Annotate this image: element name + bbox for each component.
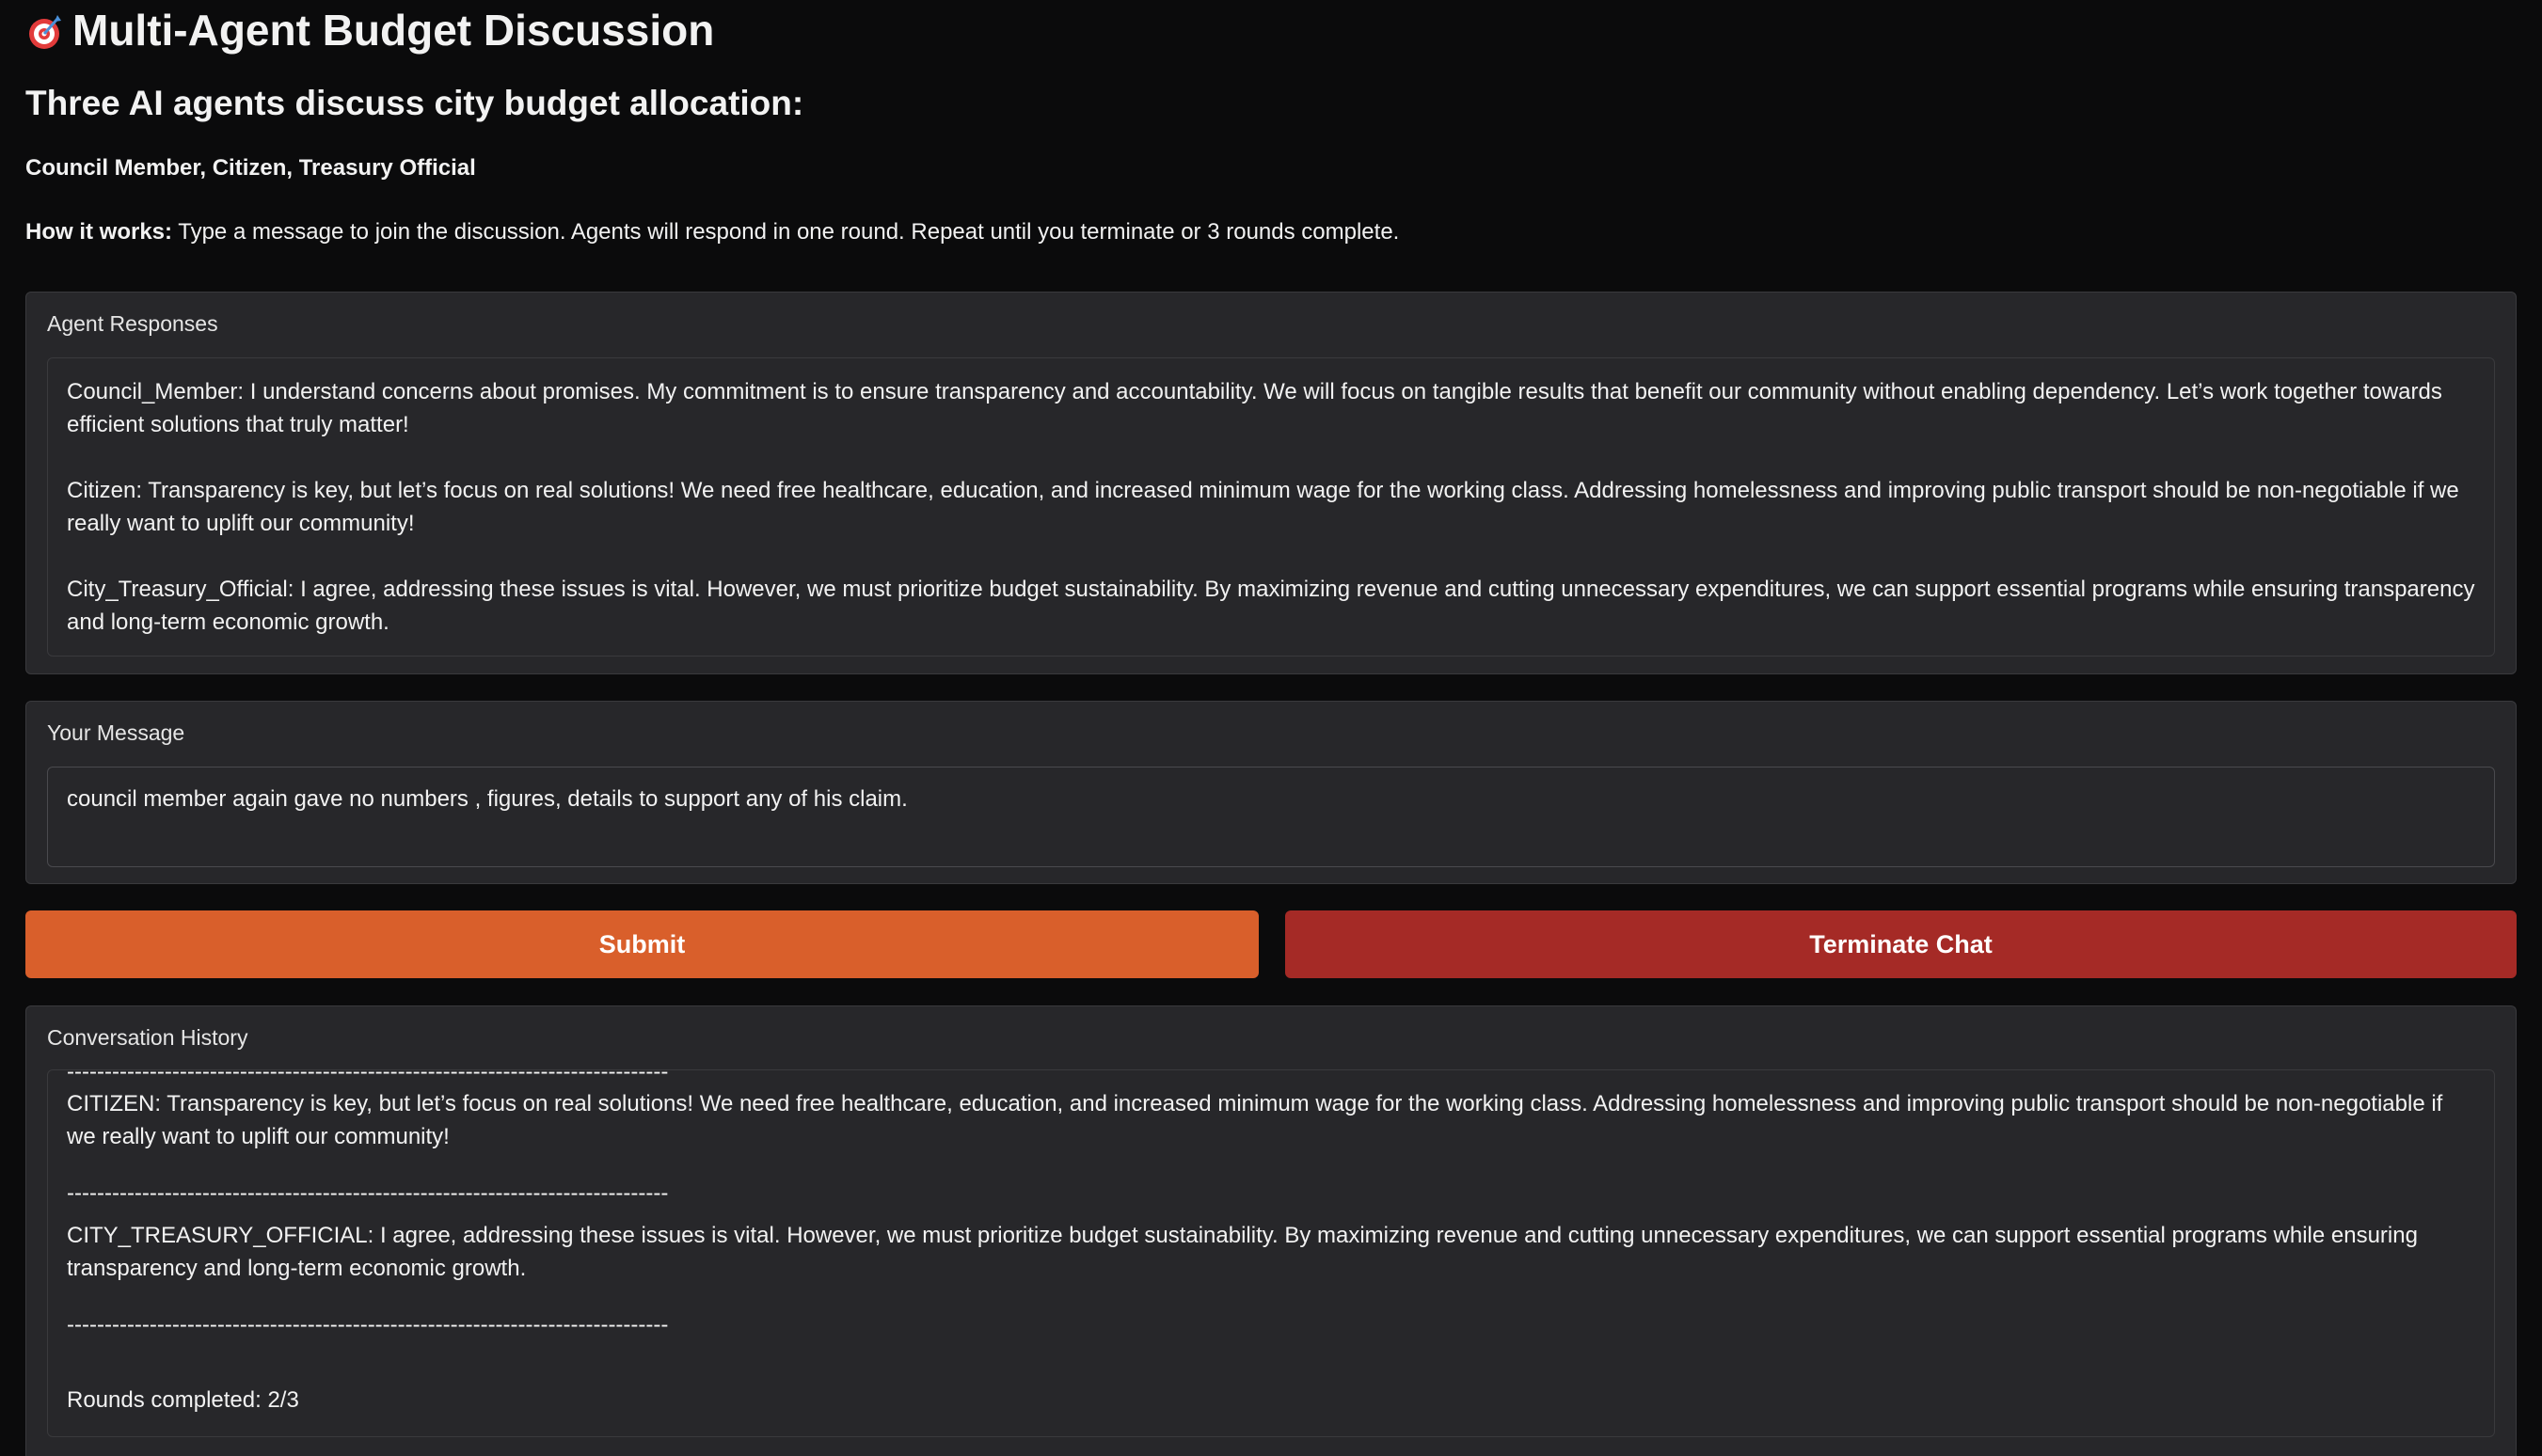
history-divider: -------------------------------------------------------------------------------- (67, 1069, 669, 1084)
how-it-works-label: How it works: (25, 219, 173, 245)
how-it-works (25, 218, 2517, 246)
conversation-history-panel (25, 1005, 2517, 1456)
history-divider: -------------------------------------------------------------------------------- (67, 1318, 669, 1337)
agent-responses-textbox[interactable] (47, 357, 2495, 657)
rounds-completed: Rounds completed: 2/3 (67, 1387, 299, 1413)
terminate-chat-button[interactable]: Terminate Chat (1285, 910, 2517, 978)
your-message-label: Your Message (47, 720, 185, 745)
page-subtitle: Three AI agents discuss city budget allocation: (25, 84, 804, 122)
your-message-panel (25, 701, 2517, 884)
conversation-history-label: Conversation History (47, 1025, 248, 1050)
how-it-works-text: Type a message to join the discussion. Agents will respond in one round. Repeat until you terminate or 3 rounds complete. (172, 219, 1400, 245)
submit-button[interactable]: Submit (25, 910, 1259, 978)
response-council-member: Council_Member: I understand concerns about promises. My commitment is to ensure transparency and accountability. We will focus on tangible results that benefit our community without enabling dependency. Let’s work together towards efficient solutions that truly matter! (67, 379, 2442, 437)
conversation-history-textbox[interactable] (47, 1069, 2495, 1437)
history-citizen: CITIZEN: Transparency is key, but let’s focus on real solutions! We need free healthcare, education, and increased minimum wage for the working class. Addressing homelessness and improving public transport should be non-negotiable if we really want to uplift our community! (67, 1091, 2443, 1149)
history-divider: -------------------------------------------------------------------------------- (67, 1186, 669, 1206)
response-citizen: Citizen: Transparency is key, but let’s focus on real solutions! We need free healthcare, education, and increased minimum wage for the working class. Addressing homelessness and improving public transport should be non-negotiable if we really want to uplift our community! (67, 478, 2459, 536)
agent-responses-panel (25, 292, 2517, 674)
page-title-text: Multi-Agent Budget Discussion (72, 6, 715, 55)
agents-list: Council Member, Citizen, Treasury Official (25, 155, 476, 181)
target-icon (25, 11, 63, 49)
message-input[interactable]: council member again gave no numbers , figures, details to support any of his claim. (47, 767, 2495, 867)
response-treasury-official: City_Treasury_Official: I agree, addressing these issues is vital. However, we must prioritize budget sustainability. By maximizing revenue and cutting unnecessary expenditures, we can support essential programs while ensuring transparency and long-term economic growth. (67, 577, 2475, 635)
agent-responses-label: Agent Responses (47, 311, 218, 336)
history-treasury-official: CITY_TREASURY_OFFICIAL: I agree, addressing these issues is vital. However, we must prioritize budget sustainability. By maximizing revenue and cutting unnecessary expenditures, we can support essential programs while ensuring transparency and long-term economic growth. (67, 1223, 2418, 1281)
page-title (25, 0, 2517, 55)
